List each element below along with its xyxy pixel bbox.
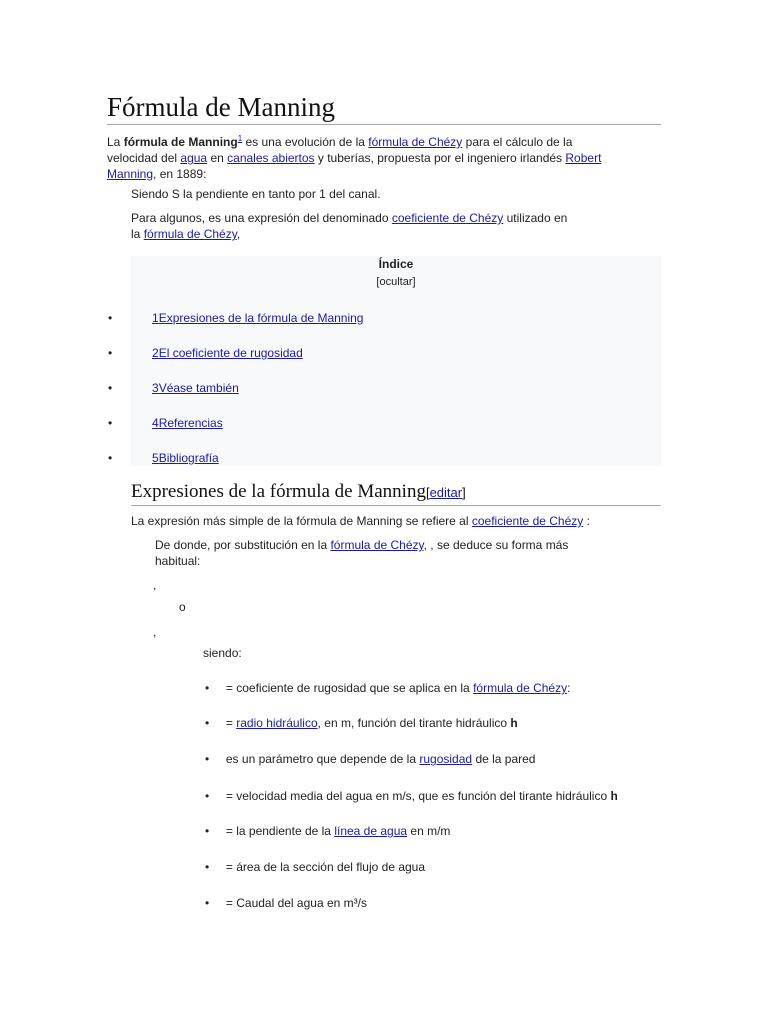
toc-item-label: El coeficiente de rugosidad [158, 346, 303, 360]
def-text-post: : [567, 681, 571, 695]
link-robert-manning-b[interactable]: Manning [107, 167, 154, 181]
formula-comma-1: , [153, 578, 157, 592]
section-heading [131, 480, 661, 506]
section-text-2c: habitual: [155, 554, 201, 568]
link-rugosidad[interactable]: rugosidad [419, 752, 473, 766]
link-coeficiente-chezy[interactable]: coeficiente de Chézy [391, 211, 504, 225]
def-text: = la pendiente de la [222, 824, 331, 838]
definition-item [205, 789, 675, 803]
link-agua[interactable]: agua [180, 151, 208, 165]
toc-item-num: 4 [152, 416, 159, 430]
para-algunos-text-1: Para algunos, es una expresión del denominado [131, 211, 389, 225]
def-text: = [222, 716, 233, 730]
toc-item-num: 2 [152, 346, 159, 360]
link-robert-manning-a[interactable]: Robert [565, 151, 602, 165]
formula-comma-2: , [153, 625, 157, 639]
link-canales-abiertos[interactable]: canales abiertos [227, 151, 315, 165]
def-bold: h [510, 716, 518, 730]
def-bullet: • [205, 752, 223, 766]
section-text-2b: , , se deduce su forma más [423, 538, 569, 552]
intro-text-1: La [107, 135, 121, 149]
toc-item-label: Bibliografía [158, 451, 219, 465]
def-text-post: de la pared [475, 752, 536, 766]
toc-item-num: 3 [152, 381, 159, 395]
def-text: = coeficiente de rugosidad que se aplica en la [222, 681, 470, 695]
toc-item-3[interactable] [152, 381, 239, 395]
toc-item-label: Véase también [158, 381, 239, 395]
def-text-post: , en m, función del tirante hidráulico [317, 716, 508, 730]
def-text-post: en m/m [410, 824, 451, 838]
formula-or: o [179, 600, 186, 614]
definition-item [205, 752, 675, 766]
toc-item-4[interactable] [152, 416, 223, 430]
def-bullet: • [205, 896, 223, 910]
toc-bullet: • [108, 451, 113, 465]
link-coeficiente-chezy-2[interactable]: coeficiente de Chézy [471, 514, 584, 528]
toc-item-1[interactable] [152, 311, 363, 325]
siendo-s-text: Siendo S la pendiente en tanto por 1 del canal. [131, 187, 381, 201]
toc-bullet: • [108, 416, 113, 430]
def-bullet: • [205, 860, 223, 874]
link-formula-chezy-3[interactable]: fórmula de Chézy [330, 538, 424, 552]
table-of-contents [131, 256, 661, 466]
def-text: es un parámetro que depende de la [222, 752, 417, 766]
toc-item-label: Expresiones de la fórmula de Manning [158, 311, 364, 325]
toc-item-num: 5 [152, 451, 159, 465]
toc-item-5[interactable] [152, 451, 219, 465]
definition-item [205, 896, 675, 910]
section-heading-text: Expresiones de la fórmula de Manning [131, 481, 426, 502]
intro-text-4: velocidad del [107, 151, 178, 165]
section-text-1b: : [586, 514, 590, 528]
intro-text-3: para el cálculo de la [465, 135, 573, 149]
intro-text-7: , en 1889: [153, 167, 207, 181]
link-linea-de-agua[interactable]: línea de agua [334, 824, 408, 838]
link-formula-chezy-4[interactable]: fórmula de Chézy [473, 681, 568, 695]
def-bullet: • [205, 716, 223, 730]
intro-text-6: y tuberías, propuesta por el ingeniero irlandés [317, 151, 563, 165]
def-text: = Caudal del agua en m³/s [222, 896, 367, 910]
para-algunos-text-3: la [131, 227, 141, 241]
toc-bullet: • [108, 346, 113, 360]
section-text-2: De donde, por substitución en la [155, 538, 328, 552]
definition-item [205, 681, 675, 695]
def-bullet: • [205, 789, 223, 803]
toc-item-label: Referencias [158, 416, 223, 430]
toc-bullet: • [108, 381, 113, 395]
def-text: = velocidad media del agua en m/s, que es función del tirante hidráulico [222, 789, 608, 803]
link-formula-chezy[interactable]: fórmula de Chézy [368, 135, 463, 149]
definition-item [205, 824, 675, 838]
section-paragraph-2 [155, 537, 655, 569]
def-bullet: • [205, 824, 223, 838]
intro-text-5: en [210, 151, 224, 165]
section-edit-link[interactable]: [editar] [425, 485, 466, 500]
toc-bullet: • [108, 311, 113, 325]
intro-text-2: es una evolución de la [245, 135, 365, 149]
page-title: Fórmula de Manning [107, 90, 661, 125]
link-radio-hidraulico[interactable]: radio hidráulico [236, 716, 318, 730]
link-formula-chezy-2[interactable]: fórmula de Chézy [143, 227, 237, 241]
toc-hide-toggle[interactable]: [ocultar] [376, 276, 416, 288]
para-algunos-text-2: utilizado en [506, 211, 568, 225]
section-paragraph-1 [131, 513, 671, 529]
ref-1[interactable] [238, 134, 242, 143]
para-algunos-text-4: , [236, 227, 241, 241]
toc-item-2[interactable] [152, 346, 303, 360]
ref-1-link[interactable]: 1 [237, 134, 243, 143]
edit-link[interactable]: editar [429, 485, 463, 500]
siendo-label: siendo: [203, 646, 242, 660]
definition-item [205, 860, 675, 874]
para-algunos [131, 210, 651, 242]
intro-bold-term: fórmula de Manning [123, 135, 238, 149]
toc-item-num: 1 [152, 311, 159, 325]
def-text: = área de la sección del flujo de agua [222, 860, 426, 874]
def-bullet: • [205, 681, 223, 695]
toc-title: Índice [378, 257, 414, 271]
section-text-1: La expresión más simple de la fórmula de Manning se refiere al [131, 514, 469, 528]
definition-item [205, 716, 675, 730]
def-bold: h [610, 789, 618, 803]
intro-paragraph [107, 131, 667, 182]
